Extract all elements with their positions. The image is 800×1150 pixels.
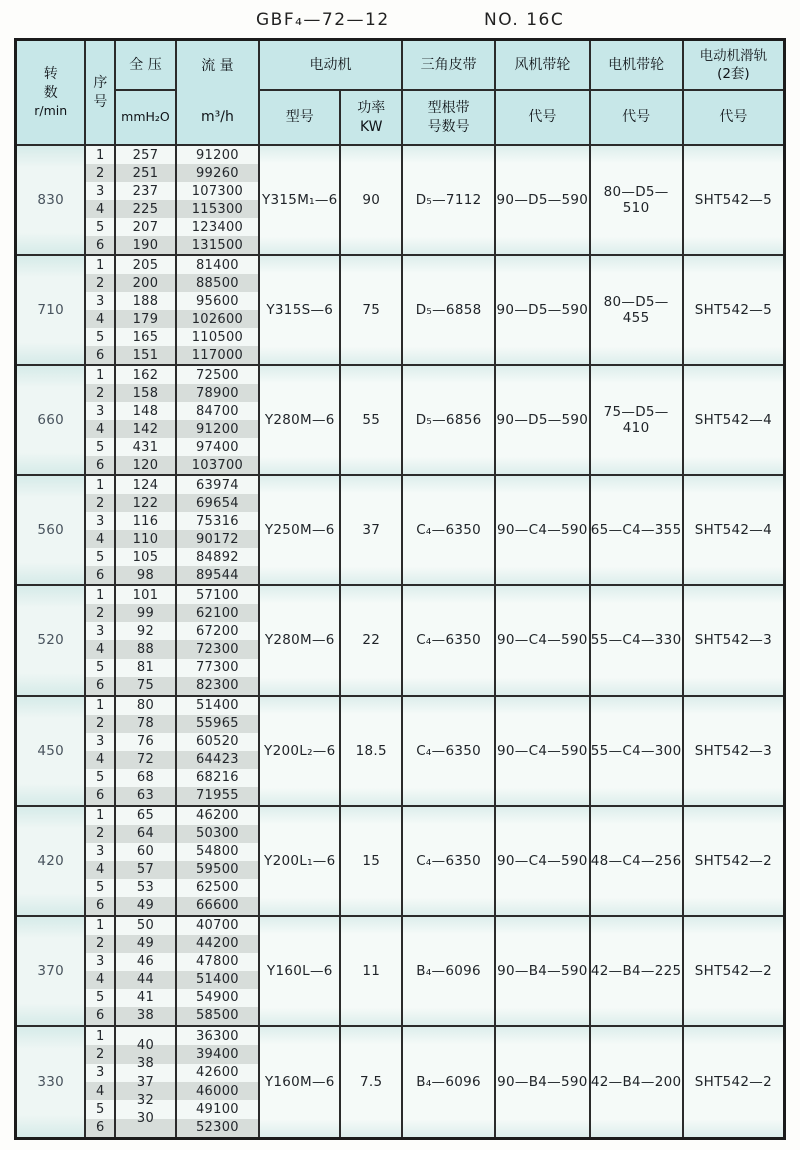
fan-pulley-code: 90—C4—590: [496, 476, 590, 586]
header-motor-pulley: 电机带轮: [591, 41, 684, 91]
flow-value: 97400: [195, 439, 239, 455]
seq-value: 4: [86, 310, 114, 328]
header-belt-line1: 型根带: [427, 99, 470, 116]
pressure-value: 81: [136, 660, 155, 675]
seq-value: 1: [96, 587, 105, 603]
seq-value: 6: [86, 456, 114, 474]
seq-value: 5: [96, 219, 105, 235]
seq-value: 2: [86, 1045, 114, 1063]
header-flow-unit: m³/h: [177, 91, 260, 144]
pressure-column: [116, 366, 177, 476]
header-fan-pulley-code: 代号: [496, 91, 590, 144]
pressure-column: [116, 476, 177, 586]
seq-column: [86, 366, 116, 476]
pressure-column: [116, 146, 177, 256]
flow-value: 72300: [177, 640, 258, 658]
flow-value: 46200: [195, 808, 239, 824]
seq-value: 1: [96, 1028, 105, 1044]
header-motor: 电动机: [260, 41, 403, 91]
header-power-line1: 功率: [357, 99, 386, 116]
pressure-value: 124: [132, 477, 159, 493]
flow-column: [177, 917, 260, 1027]
flow-value: 90172: [177, 530, 258, 548]
pressure-value: 190: [116, 236, 175, 254]
speed-value: 710: [17, 256, 86, 366]
model-designation: GBF₄—72—12: [256, 10, 390, 30]
seq-value: 6: [86, 677, 114, 695]
fan-pulley-code: 90—B4—590: [496, 1027, 590, 1137]
pressure-value: 158: [116, 384, 175, 402]
speed-value: 830: [17, 146, 86, 256]
flow-value: 68216: [195, 770, 239, 786]
header-motor-model: 型号: [260, 91, 341, 144]
flow-value: 57100: [195, 587, 239, 603]
belt-code: C₄—6350: [403, 697, 496, 807]
motor-power: 55: [341, 366, 403, 476]
pressure-column: [116, 697, 177, 807]
seq-value: 3: [96, 734, 105, 750]
flow-value: 78900: [177, 384, 258, 402]
speed-value: 660: [17, 366, 86, 476]
flow-value: 75316: [195, 513, 239, 529]
speed-value: 520: [17, 586, 86, 696]
seq-value: 3: [96, 1065, 105, 1081]
pressure-value: 101: [132, 587, 159, 603]
flow-value: 44200: [177, 935, 258, 953]
seq-value: 5: [96, 660, 105, 675]
seq-value: 6: [86, 346, 114, 364]
pressure-value: 116: [132, 513, 159, 529]
flow-value: 77300: [195, 660, 239, 675]
seq-column: [86, 697, 116, 807]
seq-value: 3: [96, 623, 105, 639]
header-rail-line2: (2套): [717, 66, 750, 82]
flow-value: 123400: [191, 219, 244, 235]
seq-value: 6: [86, 566, 114, 584]
motor-pulley-code: 65—C4—355: [591, 476, 684, 586]
pressure-value: 44: [116, 971, 175, 989]
pressure-value: 165: [132, 329, 159, 345]
pressure-value: 188: [132, 293, 159, 309]
flow-value: 66600: [177, 897, 258, 915]
belt-code: C₄—6350: [403, 586, 496, 696]
flow-value: 115300: [177, 200, 258, 218]
header-seq: [86, 41, 116, 144]
seq-value: 2: [86, 384, 114, 402]
header-speed-unit: r/min: [34, 102, 68, 118]
flow-value: 62500: [195, 880, 239, 896]
pressure-value: 142: [116, 420, 175, 438]
pressure-value: 431: [132, 439, 159, 455]
flow-value: 99260: [177, 164, 258, 182]
pressure-value: 110: [116, 530, 175, 548]
motor-power: 90: [341, 146, 403, 256]
seq-value: 6: [86, 787, 114, 805]
header-speed-char1: 转: [43, 66, 58, 83]
header-seq-char2: 号: [93, 93, 108, 110]
motor-pulley-code: 75—D5—410: [591, 366, 684, 476]
motor-model: Y160L—6: [260, 917, 341, 1027]
motor-pulley-code: 48—C4—256: [591, 807, 684, 917]
fan-pulley-code: 90—D5—590: [496, 366, 590, 476]
seq-column: [86, 586, 116, 696]
flow-value: 58500: [177, 1007, 258, 1025]
flow-value: 52300: [177, 1119, 258, 1137]
seq-value: 1: [96, 698, 105, 714]
pressure-value: 120: [116, 456, 175, 474]
pressure-value: 207: [132, 219, 159, 235]
seq-value: 5: [96, 329, 105, 345]
belt-code: D₅—6858: [403, 256, 496, 366]
page-title: [0, 8, 800, 34]
flow-value: 84892: [195, 549, 239, 565]
flow-value: 110500: [191, 329, 244, 345]
seq-value: 5: [96, 990, 105, 1006]
motor-power: 37: [341, 476, 403, 586]
flow-value: 46000: [177, 1082, 258, 1100]
header-rail: [684, 41, 783, 91]
seq-value: 2: [86, 604, 114, 622]
seq-value: 5: [96, 770, 105, 786]
motor-pulley-code: 80—D5—455: [591, 256, 684, 366]
header-speed-char2: 数: [43, 85, 58, 102]
seq-value: 4: [86, 200, 114, 218]
speed-value: 560: [17, 476, 86, 586]
pressure-value: 60: [136, 844, 155, 860]
seq-value: 2: [86, 274, 114, 292]
pressure-value: 38: [116, 1007, 175, 1025]
flow-column: [177, 366, 260, 476]
flow-value: 67200: [195, 623, 239, 639]
motor-power: 7.5: [341, 1027, 403, 1137]
motor-pulley-code: 80—D5—510: [591, 146, 684, 256]
flow-value: 63974: [195, 477, 239, 493]
size-number: NO. 16C: [484, 10, 565, 30]
belt-code: C₄—6350: [403, 807, 496, 917]
seq-column: [86, 917, 116, 1027]
seq-column: [86, 256, 116, 366]
motor-power: 18.5: [341, 697, 403, 807]
flow-value: 40700: [195, 918, 239, 934]
flow-value: 82300: [177, 677, 258, 695]
seq-column: [86, 807, 116, 917]
motor-pulley-code: 55—C4—300: [591, 697, 684, 807]
flow-value: 103700: [177, 456, 258, 474]
seq-value: 5: [96, 439, 105, 455]
pressure-value: 41: [136, 990, 155, 1006]
motor-power: 75: [341, 256, 403, 366]
motor-model: Y280M—6: [260, 586, 341, 696]
flow-value: 69654: [177, 494, 258, 512]
pressure-value: 40: [116, 1045, 175, 1063]
rail-code: SHT542—3: [684, 586, 783, 696]
flow-column: [177, 256, 260, 366]
header-motor-pulley-code: 代号: [591, 91, 684, 144]
pressure-value: 151: [116, 346, 175, 364]
seq-value: 2: [86, 494, 114, 512]
header-motor-power: [341, 91, 403, 144]
pressure-value: 49: [116, 935, 175, 953]
seq-value: 2: [86, 935, 114, 953]
pressure-column: [116, 256, 177, 366]
flow-value: 51400: [177, 971, 258, 989]
rail-code: SHT542—4: [684, 366, 783, 476]
header-fan-pulley: 风机带轮: [496, 41, 590, 91]
pressure-column: [116, 586, 177, 696]
header-flow: 流 量: [177, 41, 260, 91]
seq-value: 1: [96, 808, 105, 824]
motor-model: Y280M—6: [260, 366, 341, 476]
motor-model: Y315S—6: [260, 256, 341, 366]
pressure-column: [116, 1027, 177, 1137]
pressure-value: 251: [116, 164, 175, 182]
flow-value: 95600: [195, 293, 239, 309]
seq-value: 4: [86, 530, 114, 548]
seq-value: 5: [96, 880, 105, 896]
flow-value: 117000: [177, 346, 258, 364]
motor-pulley-code: 42—B4—225: [591, 917, 684, 1027]
flow-column: [177, 586, 260, 696]
rail-code: SHT542—5: [684, 146, 783, 256]
seq-value: 3: [96, 513, 105, 529]
belt-code: D₅—7112: [403, 146, 496, 256]
header-rail-line1: 电动机滑轨: [699, 47, 768, 64]
pressure-value: 37: [116, 1082, 175, 1100]
pressure-column: [116, 917, 177, 1027]
flow-value: 39400: [177, 1045, 258, 1063]
pressure-value: 257: [132, 147, 159, 163]
seq-value: 6: [86, 897, 114, 915]
seq-value: 4: [86, 971, 114, 989]
flow-value: 89544: [177, 566, 258, 584]
speed-value: 450: [17, 697, 86, 807]
pressure-value: 88: [116, 640, 175, 658]
pressure-value: 200: [116, 274, 175, 292]
seq-value: 5: [96, 549, 105, 565]
motor-power: 22: [341, 586, 403, 696]
fan-spec-table: [14, 38, 786, 1140]
seq-value: 4: [86, 420, 114, 438]
rail-code: SHT542—2: [684, 917, 783, 1027]
seq-value: 3: [96, 954, 105, 970]
flow-column: [177, 807, 260, 917]
pressure-value: 72: [116, 751, 175, 769]
rail-code: SHT542—3: [684, 697, 783, 807]
seq-column: [86, 1027, 116, 1137]
pressure-column: [116, 807, 177, 917]
pressure-value: 32: [136, 1092, 155, 1108]
speed-value: 420: [17, 807, 86, 917]
header-pressure-unit: mmH₂O: [116, 91, 177, 144]
pressure-value: 148: [132, 403, 159, 419]
belt-code: D₅—6856: [403, 366, 496, 476]
belt-code: B₄—6096: [403, 1027, 496, 1137]
pressure-value: 38: [136, 1056, 155, 1072]
header-belt-code: [403, 91, 496, 144]
flow-value: 36300: [195, 1028, 239, 1044]
seq-value: 2: [86, 164, 114, 182]
flow-value: 54800: [195, 844, 239, 860]
seq-value: 6: [86, 236, 114, 254]
flow-value: 62100: [177, 604, 258, 622]
flow-value: 88500: [177, 274, 258, 292]
flow-value: 49100: [195, 1101, 239, 1117]
pressure-value: 99: [116, 604, 175, 622]
seq-column: [86, 146, 116, 256]
seq-value: 2: [86, 715, 114, 733]
pressure-value: 68: [136, 770, 155, 786]
pressure-value: 50: [136, 918, 155, 934]
seq-value: 6: [86, 1007, 114, 1025]
flow-value: 51400: [195, 698, 239, 714]
seq-value: 1: [96, 918, 105, 934]
fan-pulley-code: 90—C4—590: [496, 697, 590, 807]
rail-code: SHT542—4: [684, 476, 783, 586]
pressure-value: 92: [136, 623, 155, 639]
header-seq-char1: 序: [93, 74, 108, 91]
flow-column: [177, 476, 260, 586]
motor-pulley-code: 42—B4—200: [591, 1027, 684, 1137]
motor-pulley-code: 55—C4—330: [591, 586, 684, 696]
seq-value: 1: [96, 147, 105, 163]
motor-model: Y200L₁—6: [260, 807, 341, 917]
pressure-value: 57: [116, 861, 175, 879]
pressure-value: 75: [116, 677, 175, 695]
flow-value: 42600: [195, 1065, 239, 1081]
header-speed: [17, 41, 86, 144]
header-power-line2: KW: [359, 118, 383, 135]
rail-code: SHT542—2: [684, 1027, 783, 1137]
flow-column: [177, 697, 260, 807]
pressure-value: 64: [116, 825, 175, 843]
seq-value: 1: [96, 477, 105, 493]
fan-pulley-code: 90—B4—590: [496, 917, 590, 1027]
seq-value: 4: [86, 640, 114, 658]
flow-value: 55965: [177, 715, 258, 733]
pressure-value: 205: [132, 257, 159, 273]
fan-pulley-code: 90—D5—590: [496, 146, 590, 256]
rail-code: SHT542—2: [684, 807, 783, 917]
header-pressure: 全 压: [116, 41, 177, 91]
pressure-value: 162: [132, 367, 159, 383]
flow-value: 102600: [177, 310, 258, 328]
seq-value: 5: [96, 1101, 105, 1117]
seq-value: 3: [96, 183, 105, 199]
pressure-value: 63: [116, 787, 175, 805]
seq-column: [86, 476, 116, 586]
fan-pulley-code: 90—D5—590: [496, 256, 590, 366]
motor-model: Y250M—6: [260, 476, 341, 586]
pressure-value: 65: [136, 808, 155, 824]
table-header: [17, 41, 783, 146]
flow-value: 72500: [195, 367, 239, 383]
flow-value: 84700: [195, 403, 239, 419]
fan-pulley-code: 90—C4—590: [496, 807, 590, 917]
flow-value: 71955: [177, 787, 258, 805]
seq-value: 1: [96, 257, 105, 273]
seq-value: 3: [96, 844, 105, 860]
flow-value: 60520: [195, 734, 239, 750]
speed-value: 370: [17, 917, 86, 1027]
pressure-value: 237: [132, 183, 159, 199]
header-belt: 三角皮带: [403, 41, 496, 91]
pressure-value: 46: [136, 954, 155, 970]
seq-value: 3: [96, 403, 105, 419]
seq-value: 1: [96, 367, 105, 383]
flow-value: 50300: [177, 825, 258, 843]
flow-value: 59500: [177, 861, 258, 879]
flow-value: 91200: [195, 147, 239, 163]
pressure-value: 105: [132, 549, 159, 565]
pressure-value: 53: [136, 880, 155, 896]
pressure-value: 98: [116, 566, 175, 584]
belt-code: B₄—6096: [403, 917, 496, 1027]
pressure-value: 80: [136, 698, 155, 714]
rail-code: SHT542—5: [684, 256, 783, 366]
pressure-value: 76: [136, 734, 155, 750]
flow-value: 54900: [195, 990, 239, 1006]
motor-model: Y160M—6: [260, 1027, 341, 1137]
flow-value: 107300: [191, 183, 244, 199]
flow-column: [177, 1027, 260, 1137]
speed-value: 330: [17, 1027, 86, 1137]
flow-column: [177, 146, 260, 256]
pressure-value: 78: [116, 715, 175, 733]
flow-value: 91200: [177, 420, 258, 438]
pressure-value: 49: [116, 897, 175, 915]
fan-pulley-code: 90—C4—590: [496, 586, 590, 696]
pressure-value: 225: [116, 200, 175, 218]
seq-value: 2: [86, 825, 114, 843]
belt-code: C₄—6350: [403, 476, 496, 586]
seq-value: 4: [86, 1082, 114, 1100]
seq-value: 4: [86, 861, 114, 879]
seq-value: 3: [96, 293, 105, 309]
flow-value: 81400: [195, 257, 239, 273]
seq-value: 4: [86, 751, 114, 769]
header-rail-code: 代号: [719, 109, 748, 126]
pressure-value: 122: [116, 494, 175, 512]
seq-value: 6: [86, 1119, 114, 1137]
header-belt-line2: 号数号: [427, 118, 470, 135]
flow-value: 131500: [177, 236, 258, 254]
pressure-value: 179: [116, 310, 175, 328]
motor-power: 15: [341, 807, 403, 917]
motor-model: Y315M₁—6: [260, 146, 341, 256]
flow-value: 47800: [195, 954, 239, 970]
pressure-value: 30: [116, 1119, 175, 1137]
flow-value: 64423: [177, 751, 258, 769]
motor-power: 11: [341, 917, 403, 1027]
motor-model: Y200L₂—6: [260, 697, 341, 807]
